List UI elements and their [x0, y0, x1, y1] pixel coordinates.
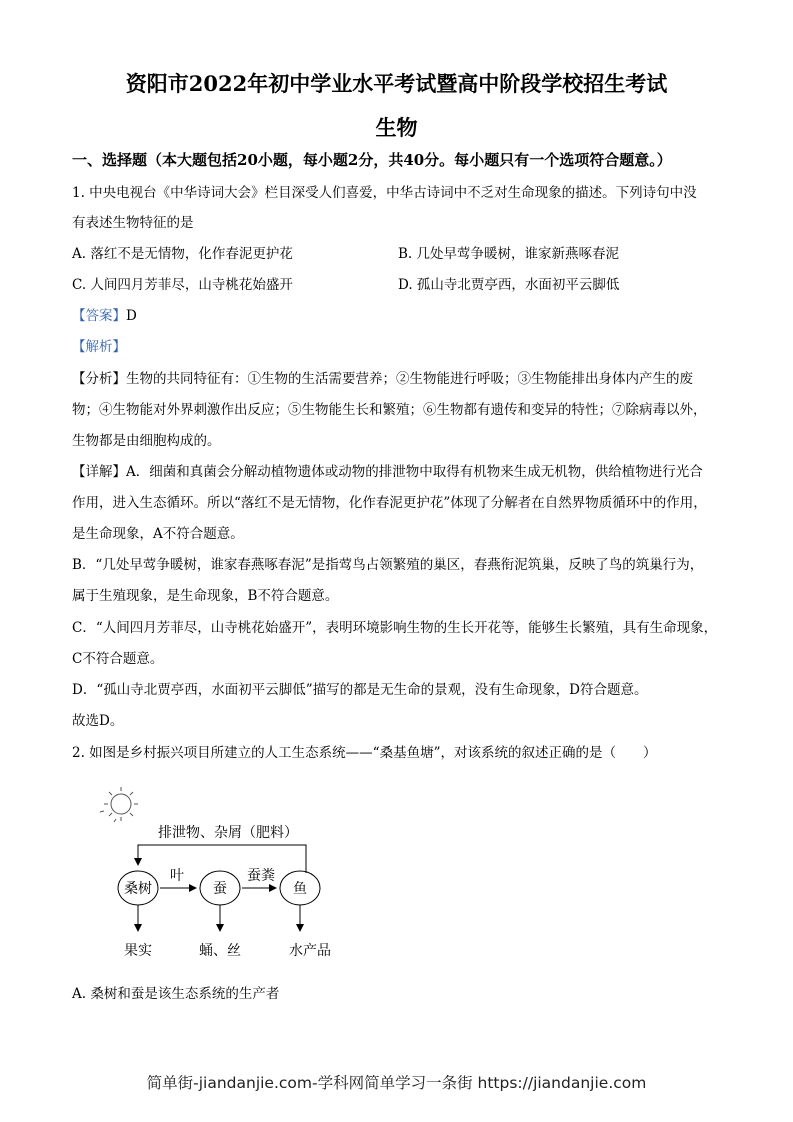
q1-detail-d-line1: D．“孤山寺北贾亭西，水面初平云脚低”描写的都是无生命的景观，没有生命现象，D符合题意。	[72, 682, 648, 698]
analysis-label: 【解析】	[72, 339, 126, 355]
q1-detail-b-line2: 属于生殖现象，是生命现象，B不符合题意。	[72, 588, 339, 604]
q2-stem: 2. 如图是乡村振兴项目所建立的人工生态系统——“桑基鱼塘”，对该系统的叙述正确的是（ ）	[72, 745, 657, 761]
fertilizer-feedback-arrow	[138, 845, 306, 873]
q2-option-a: A. 桑树和蚕是该生态系统的生产者	[72, 986, 280, 1002]
q1-detail-b-line1: B．“几处早莺争暖树，谁家春燕啄春泥”是指莺鸟占领繁殖的巢区，春燕衔泥筑巢，反映了鸟的筑巢行为，	[72, 557, 704, 573]
silkworm-label: 蚕	[213, 881, 227, 897]
fruit-label: 果实	[124, 943, 152, 959]
answer-label: 【答案】	[72, 308, 126, 324]
q1-fenxi-line1: 【分析】生物的共同特征有：①生物的生活需要营养；②生物能进行呼吸；③生物能排出身体内产生的废	[72, 371, 693, 387]
silkworm-dung-label: 蚕粪	[247, 868, 275, 884]
q1-stem-line1: 1. 中央电视台《中华诗词大会》栏目深受人们喜爱，中华古诗词中不乏对生命现象的描述。下列诗句中没	[72, 185, 697, 201]
q1-fenxi-line2: 物；④生物能对外界刺激作出反应；⑤生物能生长和繁殖；⑥生物都有遗传和变异的特性；⑦除病毒以外，	[72, 402, 707, 418]
q1-fenxi-line3: 生物都是由细胞构成的。	[72, 433, 221, 449]
q1-detail-c-line1: C．“人间四月芳菲尽，山寺桃花始盛开”，表明环境影响生物的生长开花等，能够生长繁殖，具有生命现象，	[72, 620, 718, 636]
q1-detail-a-line2: 作用，进入生态循环。所以“落红不是无情物，化作春泥更护花”体现了分解者在自然界物质循环中的作用，	[72, 495, 707, 511]
q1-detail-a-line1: 【详解】A．细菌和真菌会分解动植物遗体或动物的排泄物中取得有机物来生成无机物，供给植物进行光合	[72, 464, 703, 480]
q1-answer	[72, 306, 137, 326]
q1-option-c: C. 人间四月芳菲尽，山寺桃花始盛开	[72, 277, 293, 293]
q1-detail-a-line3: 是生命现象，A不符合题意。	[72, 526, 244, 542]
fish-label: 鱼	[293, 881, 307, 897]
section-heading: 一、选择题（本大题包括20小题，每小题2分，共40分。每小题只有一个选项符合题意。）	[72, 151, 672, 169]
q1-conclusion: 故选D。	[72, 713, 124, 729]
aquatic-products-label: 水产品	[289, 943, 331, 959]
pupa-silk-label: 蛹、丝	[199, 943, 241, 959]
q1-option-a: A. 落红不是无情物，化作春泥更护花	[72, 246, 293, 262]
fertilizer-label: 排泄物、杂屑（肥料）	[158, 825, 298, 841]
q1-detail-c-line2: C不符合题意。	[72, 651, 164, 667]
q1-option-b: B. 几处早莺争暖树，谁家新燕啄春泥	[398, 246, 620, 262]
mulberry-label: 桑树	[124, 881, 152, 897]
footer-watermark: 简单街-jiandanjie.com-学科网简单学习一条街 https://jiandanjie.com	[146, 1074, 647, 1092]
subject-title: 生物	[375, 115, 418, 140]
exam-title: 资阳市2022年初中学业水平考试暨高中阶段学校招生考试	[125, 71, 668, 96]
mulberry-fish-pond-diagram	[90, 785, 350, 970]
sun-icon	[100, 787, 138, 822]
leaf-label: 叶	[170, 868, 184, 884]
q1-stem-line2: 有表述生物特征的是	[72, 215, 194, 231]
answer-value: D	[126, 308, 137, 324]
q1-option-d: D. 孤山寺北贾亭西，水面初平云脚低	[398, 277, 620, 293]
